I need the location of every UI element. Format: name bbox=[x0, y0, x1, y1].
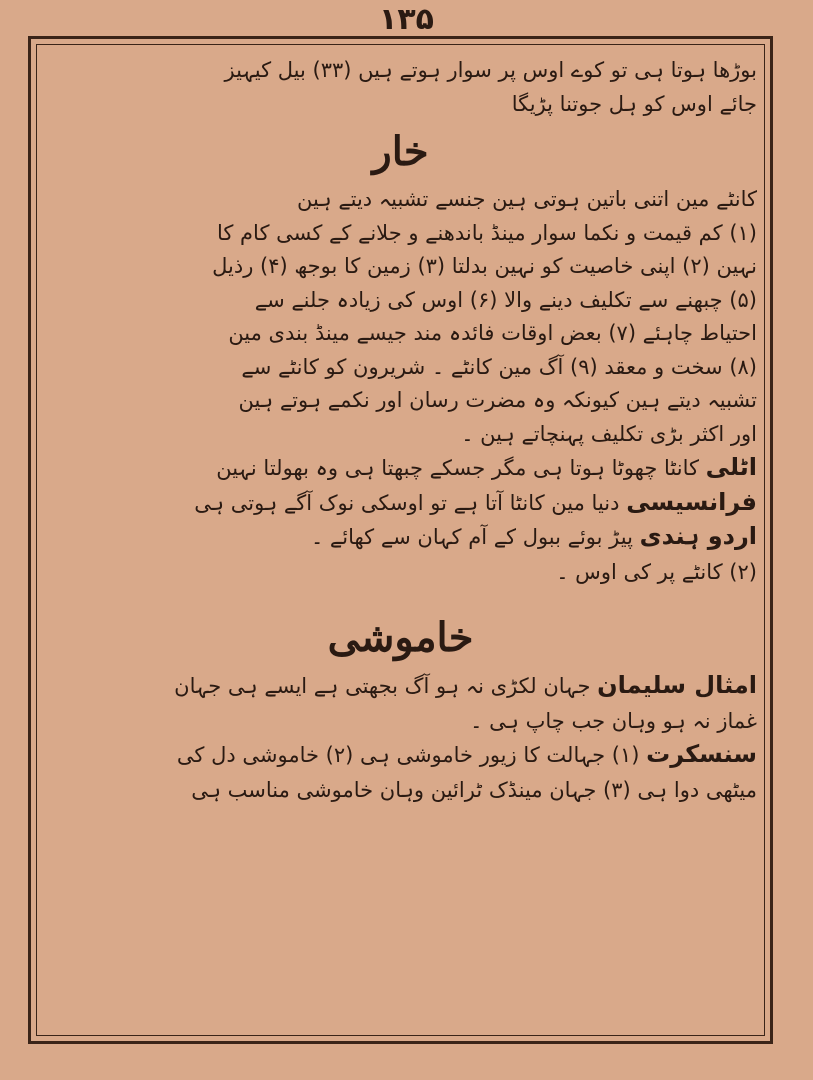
proverb-source: اردو ہندی bbox=[639, 522, 757, 550]
intro-line: بوڑھا ہوتا ہی تو کوے اوس پر سوار ہوتے ہیں (۳۳) بیل کیہیز bbox=[224, 58, 757, 82]
body-line: کانٹے مین اتنی باتین ہوتی ہین جنسے تشبیہ دیتے ہین bbox=[297, 187, 757, 211]
body-line: (۸) سخت و معقد (۹) آگ مین کانٹے ۔ شریرون کو کانٹے سے bbox=[241, 354, 757, 379]
section-heading-khar: خار bbox=[372, 128, 429, 175]
proverb-text: جہان لکڑی نہ ہو آگ بجھتی ہے ایسے ہی جہان bbox=[174, 674, 591, 698]
proverb-text: غماز نہ ہو وہان جب چاپ ہی ۔ bbox=[470, 708, 757, 733]
page-text bbox=[44, 54, 757, 1029]
body-line: (۱) کم قیمت و نکما سوار مینڈ باندھنے و جلانے کے کسی کام کا bbox=[216, 220, 757, 245]
body-line: نہین (۲) اپنی خاصیت کو نہین بدلتا (۳) زمین کا بوجھ (۴) رذیل bbox=[212, 254, 757, 278]
proverb-line bbox=[44, 669, 757, 704]
proverb-line bbox=[44, 520, 757, 555]
proverb-source: سنسکرت bbox=[646, 740, 757, 768]
body-line: احتیاط چاہئے (۷) بعض اوقات فائدہ مند جیسے مینڈ بندی مین bbox=[228, 321, 757, 345]
proverb-line bbox=[44, 451, 757, 486]
proverb-line bbox=[44, 486, 757, 521]
proverb-line bbox=[44, 738, 757, 773]
proverb-text: (۱) جہالت کا زیور خاموشی ہی (۲) خاموشی دل کی bbox=[176, 743, 640, 767]
body-line: تشبیہ دیتے ہین کیونکہ وہ مضرت رسان اور نکمے ہوتے ہین bbox=[238, 388, 757, 412]
proverb-line bbox=[44, 555, 757, 590]
proverb-line bbox=[44, 704, 757, 739]
proverb-text: (۲) کانٹے پر کی اوس ۔ bbox=[556, 559, 757, 584]
proverb-text: دنیا مین کانٹا آتا ہے تو اوسکی نوک آگے ہوتی ہی bbox=[194, 490, 620, 515]
proverb-text: پیڑ بوئے ببول کے آم کہان سے کھائے ۔ bbox=[310, 525, 633, 549]
body-line: (۵) چبھنے سے تکلیف دینے والا (۶) اوس کی زیادہ جلنے سے bbox=[254, 287, 757, 312]
proverb-text: کانٹا چھوٹا ہوتا ہی مگر جسکے چبھتا ہی وہ بھولتا نہین bbox=[216, 456, 699, 480]
page-number: ۱۳۵ bbox=[379, 2, 434, 37]
proverb-source: فرانسیسی bbox=[626, 487, 757, 516]
section-heading-khamoshi: خاموشی bbox=[327, 614, 474, 661]
proverb-line bbox=[44, 773, 757, 808]
intro-line: جائے اوس کو ہل جوتنا پڑیگا bbox=[511, 91, 757, 116]
proverb-text: میٹھی دوا ہی (۳) جہان مینڈک ٹرائین وہان خاموشی مناسب ہی bbox=[191, 777, 757, 802]
proverb-source: امثال سلیمان bbox=[597, 671, 757, 699]
body-line: اور اکثر بڑی تکلیف پہنچاتے ہین ۔ bbox=[461, 421, 757, 446]
proverb-source: اٹلی bbox=[705, 453, 757, 481]
